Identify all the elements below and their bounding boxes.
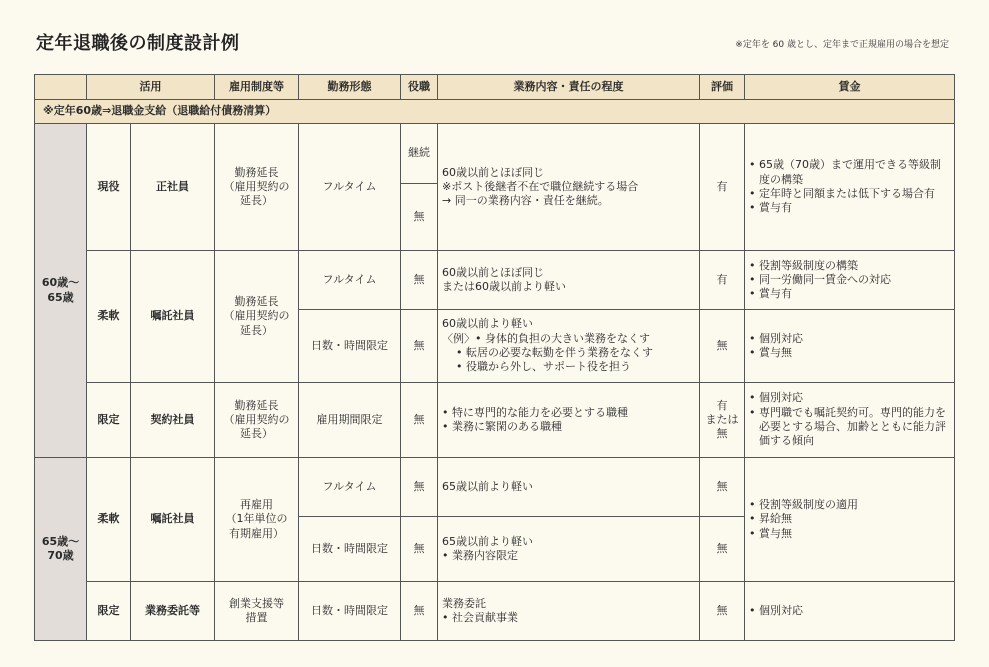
katsuyo-cell: 柔軟: [87, 458, 131, 582]
yakushoku-cell: 無: [401, 184, 438, 251]
chingin-cell: [745, 310, 955, 383]
naiyo-cell: [438, 517, 700, 582]
age-band-65-70: [35, 458, 87, 641]
yakushoku-cell: 無: [401, 310, 438, 383]
header-row: [35, 75, 955, 100]
age-label: 60歳～ 65歳: [41, 276, 80, 304]
header-hyoka: 評価: [700, 75, 745, 100]
header-seido: 雇用制度等: [215, 75, 299, 100]
naiyo-line: 60歳以前とほぼ同じ: [442, 265, 544, 279]
keitai-cell: 日数・時間限定: [299, 517, 401, 582]
seido-cell: [215, 582, 299, 641]
page-title: 定年退職後の制度設計例: [36, 33, 240, 54]
koyo-cell: 嘱託社員: [131, 251, 215, 383]
header-chingin: 賃金: [745, 75, 955, 100]
assumption-note: ※定年を 60 歳とし、定年まで正規雇用の場合を想定: [735, 40, 949, 50]
list-item: • 個別対応: [749, 332, 950, 346]
chingin-cell: [745, 383, 955, 458]
list-item: • 特に専門的な能力を必要とする職種: [442, 406, 695, 420]
yakushoku-cell: 無: [401, 582, 438, 641]
banner-row: [35, 100, 955, 124]
naiyo-line: → 同一の業務内容・責任を継続。: [442, 194, 609, 208]
hyoka-cell: 有: [700, 251, 745, 310]
list-item: • 個別対応: [749, 604, 950, 618]
hyoka-cell: 無: [700, 582, 745, 641]
koyo-cell: 正社員: [131, 124, 215, 251]
naiyo-cell: [438, 310, 700, 383]
chingin-cell: [745, 124, 955, 251]
list-item: • 同一労働同一賃金への対応: [749, 273, 950, 287]
table-row: [35, 124, 955, 184]
yakushoku-cell: 無: [401, 383, 438, 458]
list-item: • 役割等級制度の構築: [749, 259, 950, 273]
table-row: [35, 251, 955, 310]
keitai-cell: 雇用期間限定: [299, 383, 401, 458]
naiyo-line: 60歳以前より軽い: [442, 317, 533, 331]
age-label: 65歳～ 70歳: [41, 534, 80, 562]
seido-text: 勤務延長 （雇用契約の 延長）: [223, 295, 290, 337]
koyo-cell: 契約社員: [131, 383, 215, 458]
age-band-60-65: [35, 124, 87, 458]
koyo-cell: 嘱託社員: [131, 458, 215, 582]
naiyo-cell: 65歳以前より軽い: [438, 458, 700, 517]
list-item: • 65歳（70歳）まで運用できる等級制度の構築: [749, 158, 950, 187]
table-row: [35, 582, 955, 641]
naiyo-line: 〈例〉• 身体的負担の大きい業務をなくす: [442, 331, 650, 345]
list-item: • 賞与無: [749, 527, 950, 541]
keitai-cell: フルタイム: [299, 124, 401, 251]
table-row: [35, 458, 955, 517]
list-item: • 役割等級制度の適用: [749, 498, 950, 512]
naiyo-line: または60歳以前より軽い: [442, 280, 566, 293]
seido-cell: [215, 251, 299, 383]
yakushoku-cell: 無: [401, 251, 438, 310]
list-item: • 賞与無: [749, 346, 950, 360]
list-item: • 賞与有: [749, 287, 950, 301]
list-item: • 業務に繁閑のある職種: [442, 420, 695, 434]
hyoka-cell: 有: [700, 124, 745, 251]
keitai-cell: フルタイム: [299, 458, 401, 517]
naiyo-cell: [438, 582, 700, 641]
seido-text: 創業支援等 措置: [229, 596, 284, 624]
list-item: • 昇給無: [749, 512, 950, 526]
naiyo-cell: [438, 251, 700, 310]
katsuyo-cell: 限定: [87, 383, 131, 458]
naiyo-cell: [438, 124, 700, 251]
seido-cell: [215, 383, 299, 458]
naiyo-line: 60歳以前とほぼ同じ: [442, 165, 544, 179]
chingin-cell: [745, 458, 955, 582]
keitai-cell: 日数・時間限定: [299, 582, 401, 641]
list-item: • 定年時と同額または低下する場合有: [749, 187, 950, 201]
header-yakushoku: 役職: [401, 75, 438, 100]
list-item: • 業務内容限定: [442, 549, 695, 563]
keitai-cell: フルタイム: [299, 251, 401, 310]
naiyo-line: 業務委託: [442, 596, 486, 610]
hyoka-cell: 無: [700, 517, 745, 582]
seido-text: 再雇用 （1年単位の 有期雇用）: [225, 498, 288, 540]
list-item: • 専門職でも嘱託契約可。専門的能力を必要とする場合、加齢とともに能力評価する傾向: [749, 406, 950, 449]
seido-text: 勤務延長 （雇用契約の 延長）: [223, 165, 290, 208]
header-katsuyo: 活用: [87, 75, 215, 100]
hyoka-cell: [700, 383, 745, 458]
naiyo-line: ※ポスト後継者不在で職位継続する場合: [442, 179, 639, 193]
hyoka-cell: 無: [700, 310, 745, 383]
yakushoku-cell: 継続: [401, 124, 438, 184]
system-design-table: [34, 74, 955, 641]
naiyo-cell: [438, 383, 700, 458]
retirement-banner: ※定年60歳⇒退職金支給（退職給付債務清算）: [35, 100, 955, 124]
list-item: • 個別対応: [749, 391, 950, 405]
katsuyo-cell: 限定: [87, 582, 131, 641]
seido-text: 勤務延長 （雇用契約の 延長）: [223, 398, 290, 441]
seido-cell: [215, 458, 299, 582]
naiyo-line: 65歳以前より軽い: [442, 534, 533, 548]
header-keitai: 勤務形態: [299, 75, 401, 100]
chingin-cell: [745, 251, 955, 310]
koyo-cell: 業務委託等: [131, 582, 215, 641]
katsuyo-cell: 柔軟: [87, 251, 131, 383]
list-item: • 転居の必要な転勤を伴う業務をなくす: [456, 346, 695, 360]
keitai-cell: 日数・時間限定: [299, 310, 401, 383]
list-item: • 賞与有: [749, 201, 950, 215]
header-naiyo: 業務内容・責任の程度: [438, 75, 700, 100]
yakushoku-cell: 無: [401, 517, 438, 582]
chingin-cell: [745, 582, 955, 641]
list-item: • 社会貢献事業: [442, 611, 695, 625]
hyoka-cell: 無: [700, 458, 745, 517]
katsuyo-cell: 現役: [87, 124, 131, 251]
header-blank: [35, 75, 87, 100]
hyoka-text: 有 または 無: [705, 398, 739, 441]
yakushoku-cell: 無: [401, 458, 438, 517]
list-item: • 役職から外し、サポート役を担う: [456, 360, 695, 374]
seido-cell: [215, 124, 299, 251]
